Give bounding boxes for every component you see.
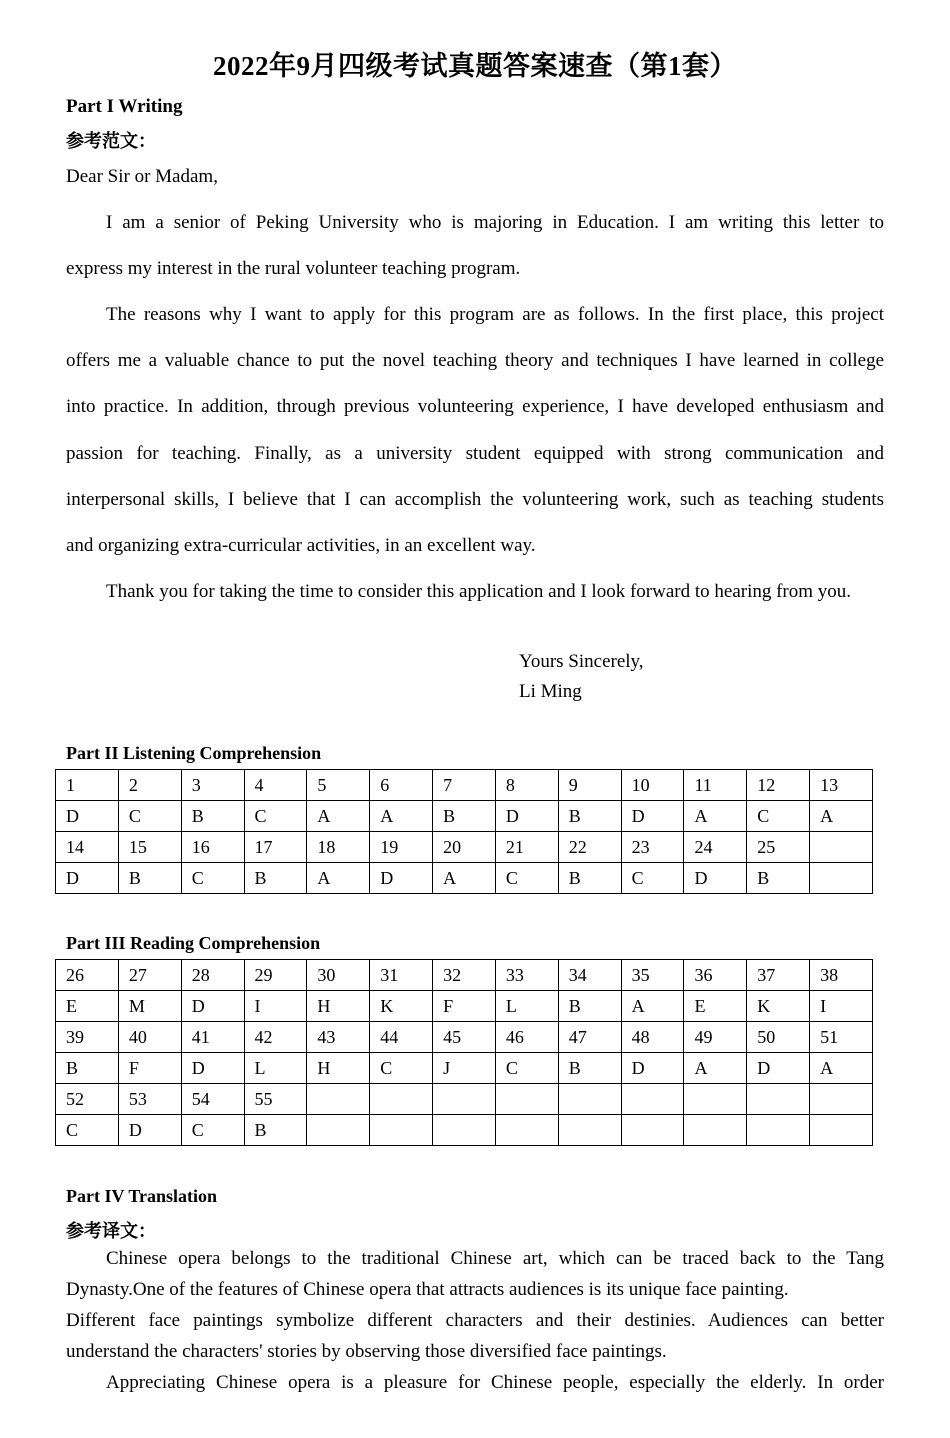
answer-cell [810,1115,873,1146]
question-number-cell: 4 [244,770,307,801]
listening-answer-table [55,769,873,894]
letter-closing: Yours Sincerely, [519,651,644,672]
answer-cell: D [684,863,747,894]
question-number-cell: 16 [181,832,244,863]
question-number-cell: 23 [621,832,684,863]
question-number-cell: 9 [558,770,621,801]
answer-cell: A [684,801,747,832]
answer-cell: C [56,1115,119,1146]
question-number-cell [307,1084,370,1115]
question-number-cell [810,1084,873,1115]
question-number-cell [433,1084,496,1115]
answer-cell: I [244,991,307,1022]
question-number-cell: 21 [495,832,558,863]
answer-cell: F [433,991,496,1022]
question-number-cell: 48 [621,1022,684,1053]
answer-cell: A [370,801,433,832]
question-number-cell: 8 [495,770,558,801]
question-number-cell: 43 [307,1022,370,1053]
answer-cell: A [810,1053,873,1084]
question-number-cell: 50 [747,1022,810,1053]
answer-key-row [56,1115,873,1146]
translation-heading: Part IV Translation [66,1186,218,1206]
letter-signature: Li Ming [519,681,582,702]
question-number-cell: 31 [370,960,433,991]
translation-line: understand the characters' stories by observing those diversified face paintings. [66,1341,667,1362]
letter-line: into practice. In addition, through previous volunteering experience, I have developed enthusiasm and [66,396,884,417]
answer-cell [558,1115,621,1146]
question-number-cell: 28 [181,960,244,991]
question-number-cell: 29 [244,960,307,991]
answer-cell [370,1115,433,1146]
question-number-cell: 14 [56,832,119,863]
question-number-cell: 18 [307,832,370,863]
answer-cell: H [307,991,370,1022]
answer-cell: L [244,1053,307,1084]
question-number-cell: 42 [244,1022,307,1053]
question-number-cell: 5 [307,770,370,801]
reading-answer-table [55,959,873,1146]
question-number-cell: 2 [118,770,181,801]
question-number-cell: 53 [118,1084,181,1115]
answer-cell: C [244,801,307,832]
answer-cell: E [684,991,747,1022]
page-title: 2022年9月四级考试真题答案速查（第1套） [213,51,737,81]
question-number-cell: 3 [181,770,244,801]
answer-cell: B [244,863,307,894]
answer-cell: D [181,1053,244,1084]
answer-cell [495,1115,558,1146]
question-number-cell: 51 [810,1022,873,1053]
answer-cell: B [56,1053,119,1084]
question-number-cell: 19 [370,832,433,863]
answer-key-row [56,801,873,832]
answer-cell: D [118,1115,181,1146]
question-number-cell: 33 [495,960,558,991]
question-number-cell: 10 [621,770,684,801]
answer-cell: J [433,1053,496,1084]
question-number-cell: 17 [244,832,307,863]
answer-cell: B [747,863,810,894]
answer-cell: A [621,991,684,1022]
answer-cell: B [118,863,181,894]
question-number-cell: 15 [118,832,181,863]
question-number-cell: 26 [56,960,119,991]
question-number-cell: 11 [684,770,747,801]
answer-cell: C [370,1053,433,1084]
answer-cell: D [747,1053,810,1084]
letter-line: The reasons why I want to apply for this program are as follows. In the first place, this project [106,304,884,325]
answer-cell: B [244,1115,307,1146]
question-number-cell: 24 [684,832,747,863]
question-number-cell: 25 [747,832,810,863]
answer-cell [810,863,873,894]
question-number-cell: 55 [244,1084,307,1115]
answer-cell: F [118,1053,181,1084]
answer-cell: K [370,991,433,1022]
question-number-cell: 54 [181,1084,244,1115]
question-number-cell: 34 [558,960,621,991]
question-number-cell: 52 [56,1084,119,1115]
answer-cell [433,1115,496,1146]
answer-cell: D [181,991,244,1022]
question-number-row [56,960,873,991]
question-number-cell: 6 [370,770,433,801]
translation-line: Appreciating Chinese opera is a pleasure for Chinese people, especially the elderly. In order [106,1372,884,1393]
letter-salutation: Dear Sir or Madam, [66,166,218,187]
answer-cell: A [307,801,370,832]
answer-cell [621,1115,684,1146]
translation-line: Different face paintings symbolize different characters and their destinies. Audiences can better [66,1310,884,1331]
question-number-cell [747,1084,810,1115]
question-number-cell: 38 [810,960,873,991]
answer-cell: M [118,991,181,1022]
answer-cell: D [495,801,558,832]
answer-cell: B [558,863,621,894]
question-number-cell: 35 [621,960,684,991]
answer-cell: B [558,1053,621,1084]
answer-cell: D [621,1053,684,1084]
letter-line: interpersonal skills, I believe that I can accomplish the volunteering work, such as teaching students [66,489,884,510]
question-number-cell [621,1084,684,1115]
answer-cell: D [370,863,433,894]
question-number-row [56,832,873,863]
translation-text [66,1243,884,1398]
answer-key-row [56,991,873,1022]
listening-heading: Part II Listening Comprehension [66,743,322,763]
letter-line: and organizing extra-curricular activities, in an excellent way. [66,535,536,556]
question-number-cell: 1 [56,770,119,801]
answer-cell: C [621,863,684,894]
question-number-cell: 32 [433,960,496,991]
question-number-cell: 20 [433,832,496,863]
question-number-cell [558,1084,621,1115]
question-number-row [56,770,873,801]
answer-cell: K [747,991,810,1022]
question-number-cell: 7 [433,770,496,801]
answer-cell: B [181,801,244,832]
question-number-cell: 37 [747,960,810,991]
answer-cell: A [307,863,370,894]
answer-cell: B [558,801,621,832]
answer-cell: B [558,991,621,1022]
letter-line: offers me a valuable chance to put the novel teaching theory and techniques I have learned in college [66,350,884,371]
answer-cell: D [56,801,119,832]
answer-cell: C [747,801,810,832]
question-number-row [56,1084,873,1115]
question-number-cell: 12 [747,770,810,801]
question-number-cell: 27 [118,960,181,991]
question-number-cell: 46 [495,1022,558,1053]
answer-cell: C [118,801,181,832]
writing-label: 参考范文： [66,131,156,151]
answer-cell: L [495,991,558,1022]
question-number-cell: 41 [181,1022,244,1053]
question-number-cell: 36 [684,960,747,991]
answer-key-row [56,863,873,894]
answer-cell [307,1115,370,1146]
letter-line: I am a senior of Peking University who is majoring in Education. I am writing this letter to [106,212,884,233]
question-number-cell: 45 [433,1022,496,1053]
answer-cell: D [621,801,684,832]
answer-cell: A [684,1053,747,1084]
translation-line: Chinese opera belongs to the traditional Chinese art, which can be traced back to the Tang [106,1248,884,1269]
answer-cell [684,1115,747,1146]
question-number-row [56,1022,873,1053]
answer-cell: H [307,1053,370,1084]
letter-line: Thank you for taking the time to consider this application and I look forward to hearing from you. [106,581,852,602]
answer-cell: E [56,991,119,1022]
writing-heading: Part I Writing [66,96,183,117]
question-number-cell [370,1084,433,1115]
answer-cell: C [181,1115,244,1146]
answer-cell [747,1115,810,1146]
question-number-cell: 30 [307,960,370,991]
question-number-cell [495,1084,558,1115]
answer-cell: B [433,801,496,832]
translation-line: Dynasty.One of the features of Chinese opera that attracts audiences is its unique face painting. [66,1279,789,1300]
answer-cell: D [56,863,119,894]
answer-cell: A [433,863,496,894]
letter-line: passion for teaching. Finally, as a university student equipped with strong communication and [66,443,884,464]
letter-line: express my interest in the rural volunteer teaching program. [66,258,521,279]
question-number-cell: 22 [558,832,621,863]
question-number-cell: 49 [684,1022,747,1053]
answer-cell: I [810,991,873,1022]
question-number-cell [810,832,873,863]
question-number-cell: 39 [56,1022,119,1053]
question-number-cell: 13 [810,770,873,801]
answer-cell: C [495,1053,558,1084]
translation-label: 参考译文： [66,1221,156,1241]
answer-cell: C [495,863,558,894]
reading-heading: Part III Reading Comprehension [66,933,321,953]
question-number-cell: 40 [118,1022,181,1053]
answer-cell: C [181,863,244,894]
answer-key-row [56,1053,873,1084]
question-number-cell: 44 [370,1022,433,1053]
question-number-cell: 47 [558,1022,621,1053]
answer-cell: A [810,801,873,832]
question-number-cell [684,1084,747,1115]
